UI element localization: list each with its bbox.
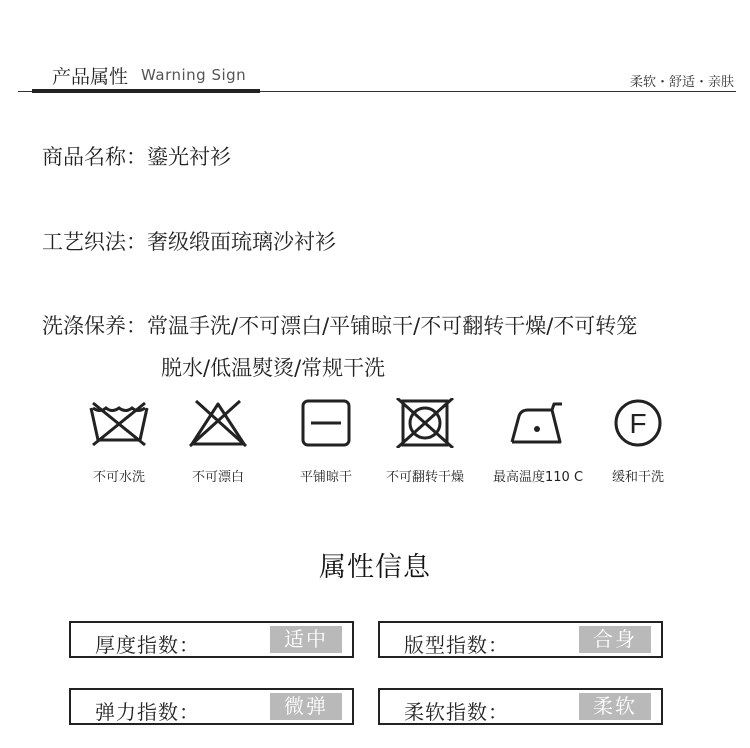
iron-icon: [504, 398, 568, 448]
info-value: 常温手洗/不可漂白/平铺晾干/不可翻转干燥/不可转笼: [147, 314, 638, 338]
info-row-care: [42, 310, 637, 340]
care-label: 不可漂白: [191, 470, 244, 485]
attribute-elasticity: [69, 688, 354, 725]
section-subtitle: Warning Sign: [141, 66, 247, 84]
attribute-label: 弹力指数：: [95, 700, 200, 724]
attribute-softness: [378, 688, 663, 725]
info-label: 洗涤保养：: [42, 314, 147, 338]
flat-dry-icon: [294, 398, 358, 448]
no-bleach-icon: [186, 398, 250, 448]
attribute-label: 柔软指数：: [404, 700, 509, 724]
info-row-craft: [42, 226, 336, 256]
info-value-continuation: 脱水/低温熨烫/常规干洗: [161, 356, 386, 380]
attribute-value-badge: 合身: [579, 626, 651, 653]
info-value: 奢级缎面琉璃沙衬衫: [147, 230, 336, 254]
no-water-wash-icon: [87, 398, 151, 448]
care-symbol-no-wash: [76, 398, 162, 485]
attribute-label: 版型指数：: [404, 633, 509, 657]
attributes-title: 属性信息: [319, 552, 431, 583]
info-label: 工艺织法：: [42, 230, 147, 254]
care-label: 最高温度110 C: [493, 470, 584, 485]
care-label: 不可水洗: [92, 470, 145, 485]
attribute-label: 厚度指数：: [95, 633, 200, 657]
attribute-thickness: [69, 621, 354, 658]
info-value: 鎏光衬衫: [147, 145, 231, 169]
attribute-value-badge: 微弹: [270, 693, 342, 720]
dry-clean-letter: F: [629, 408, 647, 439]
attribute-value-badge: 柔软: [579, 693, 651, 720]
attribute-fit: [378, 621, 663, 658]
care-label: 缓和干洗: [611, 470, 664, 485]
attribute-value-badge: 适中: [270, 626, 342, 653]
tagline: 柔软・舒适・亲肤: [629, 75, 734, 90]
care-label: 不可翻转干燥: [385, 470, 464, 485]
info-row-name: [42, 141, 231, 171]
care-symbol-no-tumble-dry: [382, 398, 468, 485]
care-symbol-no-bleach: [175, 398, 261, 485]
info-label: 商品名称：: [42, 145, 147, 169]
care-symbol-flat-dry: [283, 398, 369, 485]
header-accent-bar: [32, 89, 260, 93]
section-title: 产品属性: [52, 66, 129, 88]
care-symbol-iron: [493, 398, 584, 485]
no-tumble-dry-icon: [393, 398, 457, 448]
dry-clean-f-icon: [606, 398, 670, 448]
care-symbol-dry-clean: [595, 398, 681, 485]
care-label: 平铺晾干: [299, 470, 352, 485]
